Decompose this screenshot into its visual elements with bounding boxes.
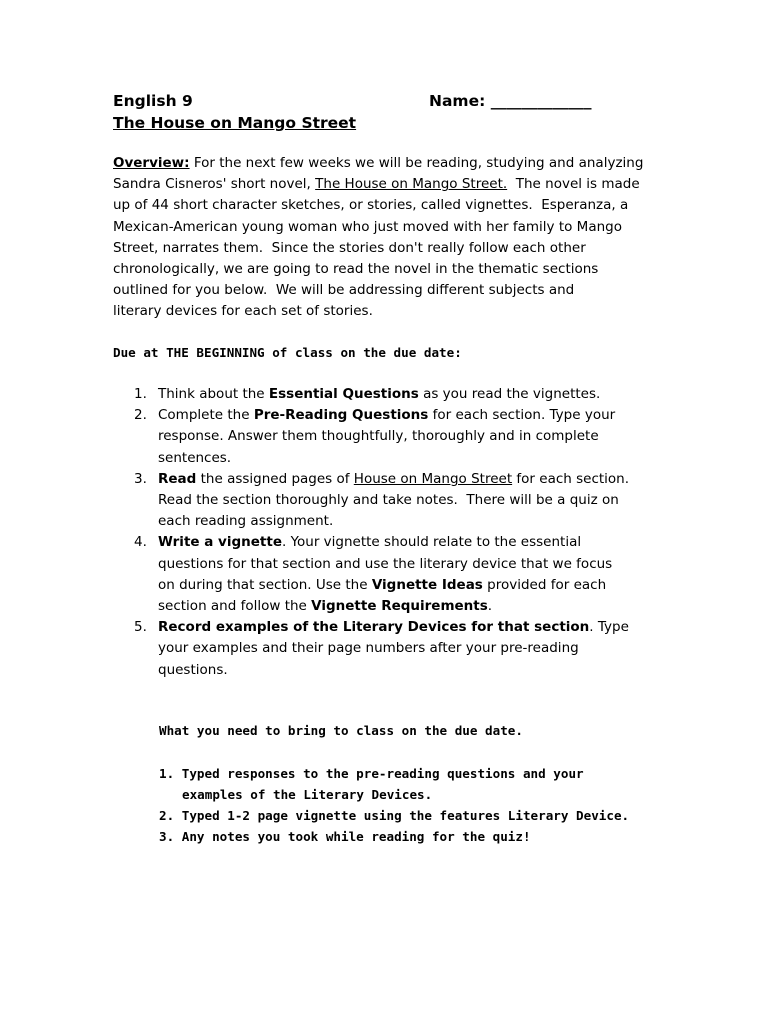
item-number: 1. [159,766,175,781]
step-line: Read the section thoroughly and take notes. There will be a quiz on [158,492,619,509]
overview-line: up of 44 short character sketches, or stories, called vignettes. Esperanza, a [113,197,629,214]
step-keyword: Record examples of the Literary Devices for that section [158,619,590,636]
step-line [134,596,674,617]
list-item [134,405,674,469]
list-item [134,532,674,617]
step-line [134,469,674,490]
document-title: The House on Mango Street [113,114,357,132]
step-keyword: Write a vignette [158,534,282,551]
overview-line [113,153,673,174]
step-text: as you read the vignettes. [418,386,601,402]
overview-line: Mexican-American young woman who just moved with her family to Mango [113,218,622,235]
overview-line: chronologically, we are going to read the novel in the thematic sections [113,261,599,278]
step-text: . Your vignette should relate to the essential [281,534,582,551]
list-item [159,763,629,784]
overview-text: For the next few weeks we will be reading, studying and analyzing [189,155,644,171]
step-line: sentences. [158,449,232,466]
step-number: 4. [134,534,147,551]
step-line: each reading assignment. [158,513,334,530]
item-text: Any notes you took while reading for the quiz! [181,829,531,844]
overview-line [113,174,673,195]
course-title: English 9 [113,92,193,110]
step-text: for each section. Type your [428,407,616,424]
step-text: Complete the [158,407,254,424]
step-text: provided for each [482,576,607,593]
bring-list [159,763,629,847]
step-number: 2. [134,407,147,424]
step-keyword: Vignette Ideas [371,576,483,593]
due-heading: Due at THE BEGINNING of class on the due date: [113,345,462,360]
step-text: on during that section. Use the [158,576,372,593]
novel-title: House on Mango Street [353,470,513,487]
overview-text: The novel is made [507,176,640,193]
step-line: questions for that section and use the literary device that we focus [158,555,613,572]
item-text: Typed 1-2 page vignette using the features Literary Device. [181,808,630,823]
steps-list [134,384,674,681]
list-item [159,805,629,826]
step-text: for each section. [512,470,630,487]
step-keyword: Read [158,470,197,487]
item-number: 2. [159,808,175,823]
step-keyword: Vignette Requirements [311,598,488,615]
overview-line: Street, narrates them. Since the stories don't really follow each other [113,239,586,256]
overview-text: Sandra Cisneros' short novel, [113,176,316,193]
name-field-label: Name: _____________ [429,92,592,110]
step-line: your examples and their page numbers after your pre-reading [158,640,579,657]
step-number: 3. [134,470,147,487]
step-keyword: Essential Questions [268,386,419,402]
overview-line: literary devices for each set of stories. [113,303,373,320]
step-line: questions. [158,661,228,678]
overview-paragraph [113,153,673,323]
list-item [134,384,674,405]
item-number: 3. [159,829,175,844]
step-line [134,532,674,553]
step-text: Think about the [158,386,269,402]
item-continuation: examples of the Literary Devices. [182,787,433,802]
bring-heading: What you need to bring to class on the due date. [159,723,523,738]
overview-label: Overview: [113,155,190,171]
item-text: Typed responses to the pre-reading questions and your [181,766,584,781]
step-number: 5. [134,619,147,636]
step-line [134,405,674,426]
step-line [134,617,674,638]
step-line [134,384,674,405]
list-item [134,469,674,533]
step-line: response. Answer them thoughtfully, thoroughly and in complete [158,428,599,445]
step-text: the assigned pages of [196,470,354,487]
step-line [134,575,674,596]
step-number: 1. [134,386,147,402]
step-keyword: Pre-Reading Questions [253,407,429,424]
step-text: . Type [589,619,629,636]
overview-line: outlined for you below. We will be addressing different subjects and [113,282,575,299]
novel-title: The House on Mango Street. [315,176,508,193]
step-text: section and follow the [158,598,312,615]
step-text: . [487,598,493,615]
list-item [159,826,629,847]
list-item [134,617,674,681]
